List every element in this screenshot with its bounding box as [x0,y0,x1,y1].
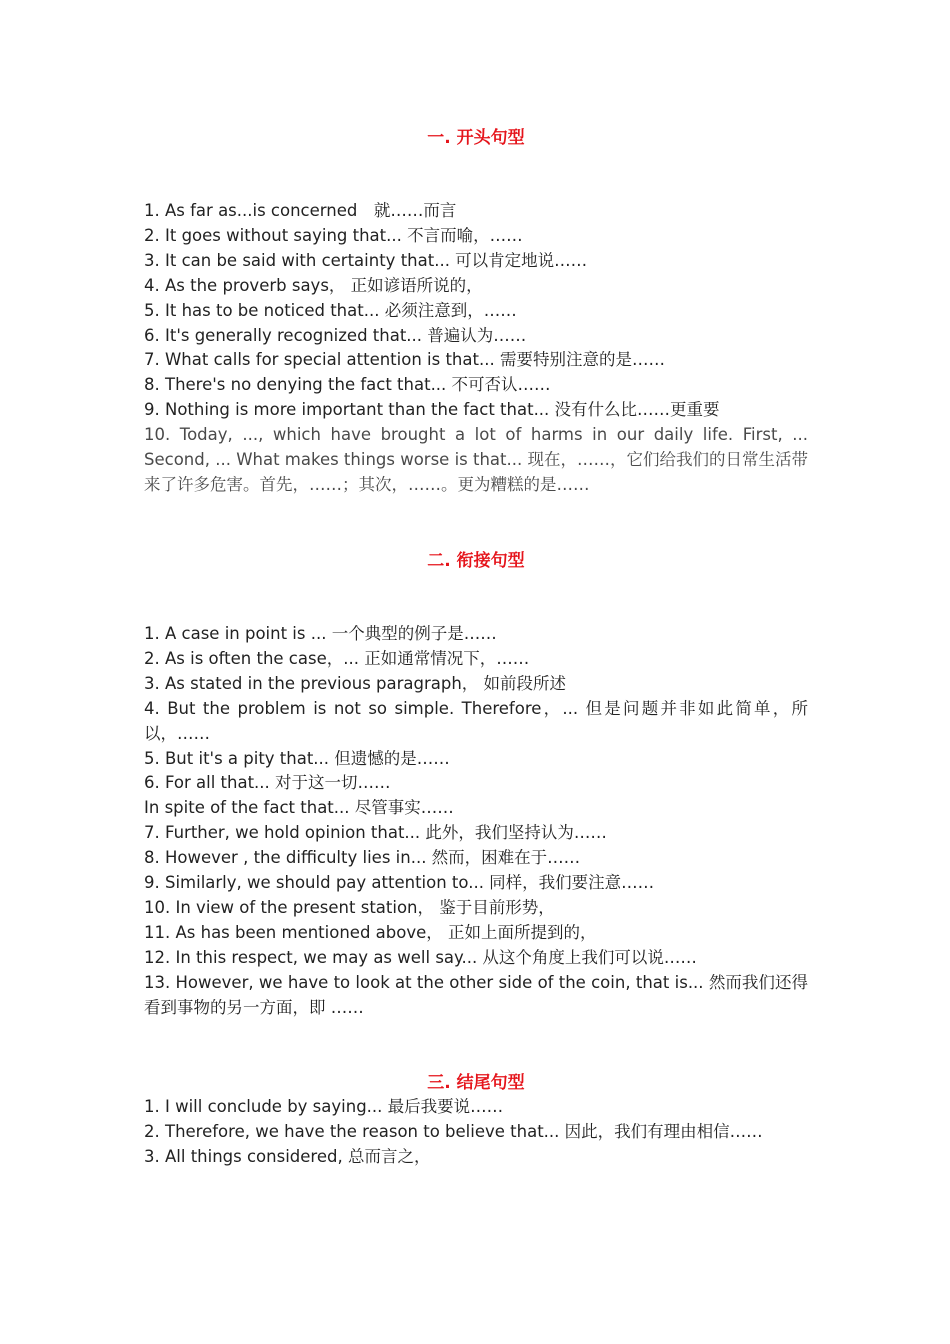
list-item: 2. As is often the case，... 正如通常情况下，…… [144,648,530,668]
section-list-closing [144,1095,808,1170]
list-item: 1. A case in point is ... 一个典型的例子是…… [144,624,497,643]
list-item: 1. As far as...is concerned 就……而言 [144,201,457,220]
list-item: 3. As stated in the previous paragraph， 如前段所述 [144,673,567,693]
list-item: 5. But it's a pity that... 但遗憾的是…… [144,748,450,768]
section-title-opening: 一. 开头句型 [427,128,525,148]
list-item: 12. In this respect, we may as well say... 从这个角度上我们可以说…… [144,947,697,967]
list-item: 9. Nothing is more important than the fact that... 没有什么比……更重要 [144,400,720,420]
list-item: 6. It's generally recognized that... 普遍认为…… [144,325,527,345]
list-item: 3. It can be said with certainty that... 可以肯定地说…… [144,250,588,270]
list-item: 2. It goes without saying that... 不言而喻，…… [144,225,523,245]
list-item: 4. As the proverb says， 正如谚语所说的， [144,275,483,295]
list-item: 7. What calls for special attention is that... 需要特别注意的是…… [144,350,665,370]
list-item: 8. There's no denying the fact that... 不可否认…… [144,375,551,395]
list-item: 5. It has to be noticed that... 必须注意到，…… [144,300,517,320]
list-item: 10. Today, ..., which have brought a lot of harms in our daily life. First, ... Second, ... What makes things worse is that... 现在，……，它们给我们的日常生活带来了许多危害。首先，……；其次，……。更为糟糕的是…… [144,425,808,494]
list-item: 2. Therefore, we have the reason to believe that... 因此，我们有理由相信…… [144,1121,763,1141]
section-list-transition [144,622,808,1021]
list-item: 4. But the problem is not so simple. Therefore，... 但是问题并非如此简单，所以，…… [144,698,808,743]
section-list-opening [144,199,808,498]
list-item: 1. I will conclude by saying... 最后我要说…… [144,1097,504,1116]
list-item: 8. However , the difficulty lies in... 然而，困难在于…… [144,848,581,868]
list-item: 3. All things considered, 总而言之， [144,1146,431,1166]
list-item: 13. However, we have to look at the other side of the coin, that is... 然而我们还得看到事物的另一方面，即 …… [144,972,808,1017]
list-item: In spite of the fact that... 尽管事实…… [144,798,454,818]
list-item: 9. Similarly, we should pay attention to... 同样，我们要注意…… [144,873,655,893]
section-title-transition: 二. 衔接句型 [427,551,525,571]
list-item: 11. As has been mentioned above， 正如上面所提到的， [144,922,597,942]
list-item: 6. For all that... 对于这一切…… [144,773,391,793]
list-item: 7. Further, we hold opinion that... 此外，我们坚持认为…… [144,823,607,843]
section-title-closing: 三. 结尾句型 [427,1073,525,1093]
list-item: 10. In view of the present station， 鉴于目前形势， [144,897,555,917]
